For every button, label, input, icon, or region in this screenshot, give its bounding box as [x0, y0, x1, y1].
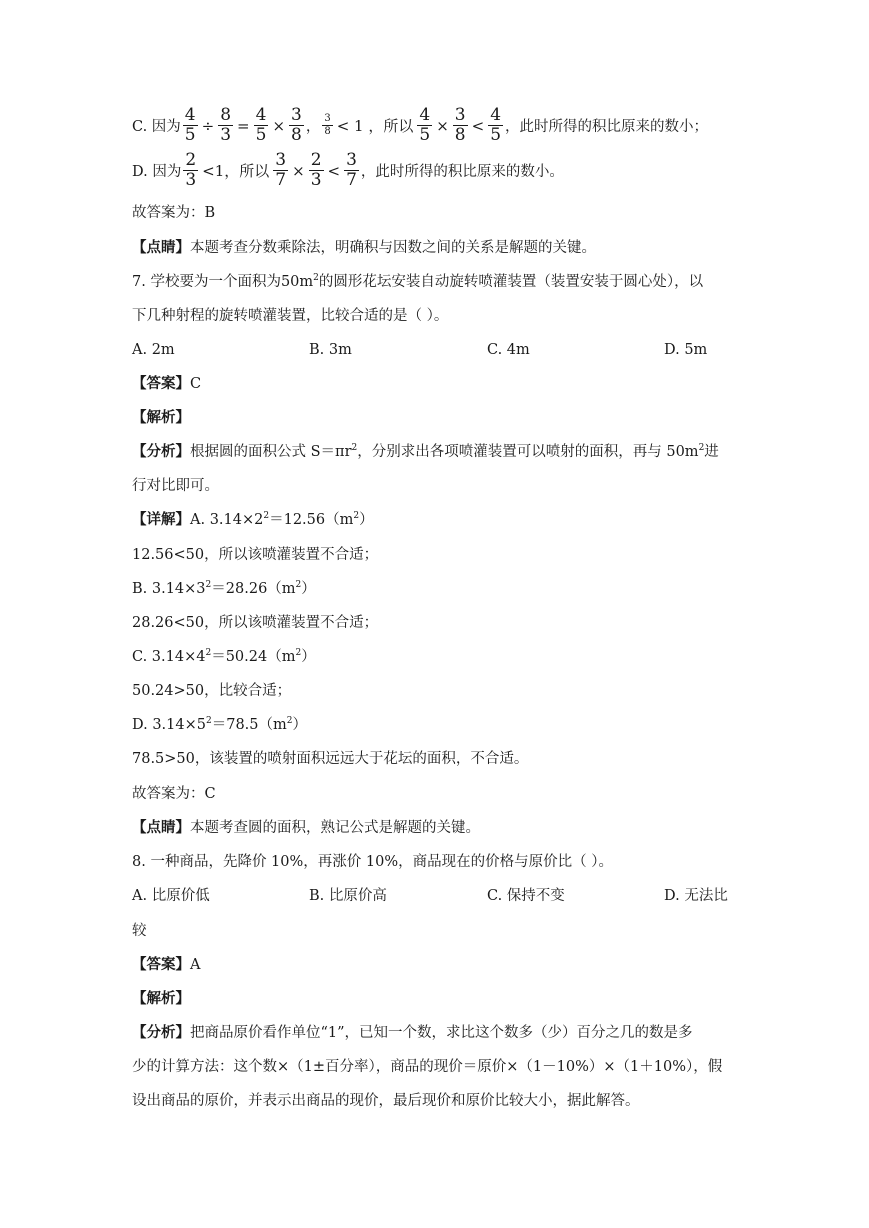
dianjing-7: 【点睛】本题考查圆的面积，熟记公式是解题的关键。	[132, 819, 480, 836]
answer-8-tag: 【答案】A	[132, 956, 201, 973]
calc-line: 50.24>50，比较合适；	[132, 683, 292, 699]
q7-option-b: B. 3m	[309, 342, 352, 358]
fenxi-7-line2: 行对比即可。	[132, 478, 219, 494]
fraction: $\frac{2}{3}$	[185, 150, 197, 190]
answer-6: 故答案为：B	[132, 205, 216, 221]
q8-option-a: A. 比原价低	[132, 888, 210, 904]
xiangjie-7-a: 【详解】A. $3.14\times 2^2=12.56(m^2)$	[132, 511, 374, 528]
q7-option-c: C. 4m	[487, 342, 530, 358]
fraction: $\frac{8}{3}$	[220, 105, 232, 145]
calc-line: 12.56<50，所以该喷灌装置不合适；	[132, 547, 379, 563]
calc-line: 28.26<50，所以该喷灌装置不合适；	[132, 615, 379, 631]
fraction: $\frac{3}{8}$	[454, 105, 466, 145]
calc-line: D. $3.14\times 5^2=78.5(m^2)$	[132, 716, 308, 733]
fenxi-8-line1: 【分析】把商品原价看作单位“1”，已知一个数，求比这个数多（少）百分之几的数是多	[132, 1024, 693, 1041]
question-7-line1: 7. 学校要为一个面积为$50m^2$的圆形花坛安装自动旋转喷灌装置（装置安装于圆心处），以	[132, 273, 704, 290]
calc-line: C. $3.14\times 4^2=50.24(m^2)$	[132, 648, 316, 665]
fraction: $\frac{3}{8}$	[291, 105, 302, 145]
dianjing-6: 【点睛】本题考查分数乘除法，明确积与因数之间的关系是解题的关键。	[132, 239, 596, 256]
fraction: $\frac{4}{5}$	[490, 105, 502, 145]
calc-line: 78.5>50，该装置的喷射面积远远大于花坛的面积，不合适。	[132, 751, 529, 767]
q7-option-d: D. 5m	[664, 342, 708, 358]
question-8: 8. 一种商品，先降价 10%，再涨价 10%，商品现在的价格与原价比（ ）。	[132, 854, 613, 870]
fraction: $\frac{2}{3}$	[310, 150, 322, 190]
calc-line: B. $3.14\times 3^2=28.26(m^2)$	[132, 580, 316, 597]
q8-option-d-wrap: 较	[132, 923, 147, 939]
q8-option-b: B. 比原价高	[309, 888, 387, 904]
option-c-prefix: C. 因为	[132, 119, 181, 135]
fraction: $\frac{4}{5}$	[184, 105, 196, 145]
fraction: $\frac{3}{7}$	[346, 150, 357, 190]
fenxi-8-line2: 少的计算方法：这个数×（1±百分率），商品的现价＝原价×（1－10%）×（1＋10%），假	[132, 1059, 723, 1075]
jiexi-8: 【解析】	[132, 990, 190, 1007]
fraction: $\frac{4}{5}$	[255, 105, 267, 145]
q8-option-c: C. 保持不变	[487, 888, 565, 904]
q8-option-d: D. 无法比	[664, 888, 728, 904]
q7-option-a: A. 2m	[132, 342, 175, 358]
fraction: $\frac{4}{5}$	[419, 105, 431, 145]
jiexi-7: 【解析】	[132, 409, 190, 426]
answer-7-tag: 【答案】C	[132, 375, 202, 392]
option-d-explanation: D. 因为 $\frac{2}{3}$ <1，所以 $\frac{3}{7}$ × $\frac{2}{3}$ < $\frac{3}{7}$ ，此时所得的积比原来的数小。	[132, 150, 564, 190]
question-7-line2: 下几种射程的旋转喷灌装置，比较合适的是（ ）。	[132, 308, 449, 324]
fenxi-7-line1: 【分析】根据圆的面积公式 $S=\pi r^2$，分别求出各项喷灌装置可以喷射的面积，再与 $50m^2$进	[132, 443, 719, 460]
fraction: $\frac{3}{8}$	[324, 113, 331, 137]
answer-7: 故答案为：C	[132, 786, 216, 802]
fraction: $\frac{3}{7}$	[275, 150, 287, 190]
fenxi-8-line3: 设出商品的原价，并表示出商品的现价，最后现价和原价比较大小，据此解答。	[132, 1093, 640, 1109]
option-c-explanation: C. 因为 $\frac{4}{5}$ ÷ $\frac{8}{3}$ = $\frac{4}{5}$ × $\frac{3}{8}$ ， $\frac{3}{8}$ < 1 ，所以 $\frac{4}{5}$ × $\frac{3}{8}$ < $\frac{4}{5}$ ，此时所得的积比原来的数小；	[132, 105, 709, 145]
